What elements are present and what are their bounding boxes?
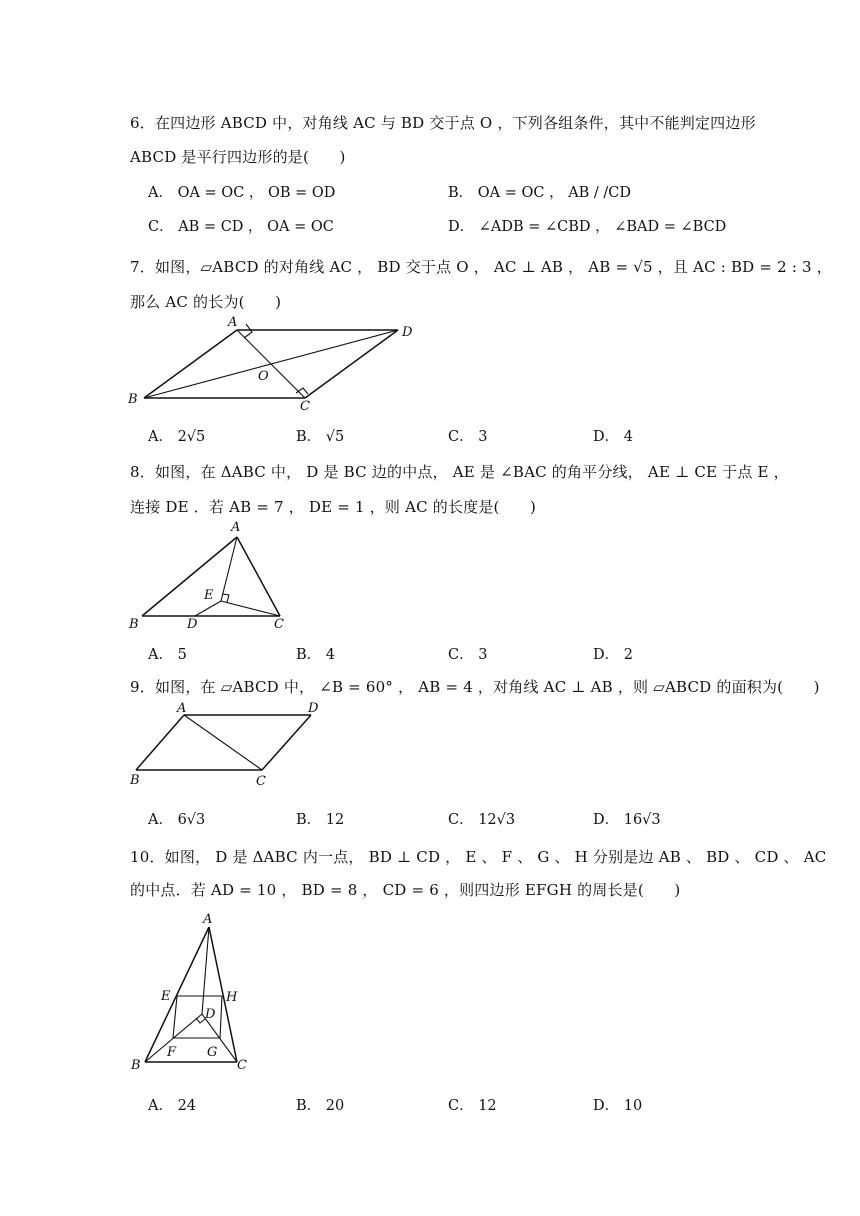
q7-option-b: B． √5: [296, 429, 345, 445]
q10-label-e: E: [161, 989, 171, 1004]
q8-figure-triangle: [125, 515, 295, 635]
q9-option-b: B． 12: [296, 812, 345, 828]
q6-stem-line2: ABCD 是平行四边形的是( ): [130, 148, 346, 166]
q8-stem-line1: 8．如图，在 ΔABC 中， D 是 BC 边的中点， AE 是 ∠BAC 的角平分线， AE ⊥ CE 于点 E ，: [130, 463, 789, 481]
q10-label-a: A: [203, 912, 213, 927]
q7-label-d: D: [402, 325, 413, 340]
q9-figure-parallelogram: [125, 697, 335, 792]
q8-label-a: A: [231, 520, 241, 535]
q9-label-b: B: [130, 773, 140, 788]
q7-label-a: A: [228, 315, 238, 330]
q7-label-c: C: [300, 399, 310, 414]
q9-stem-line1: 9．如图，在 ▱ABCD 中， ∠B = 60° ， AB = 4 ，对角线 AC ⊥ AB ，则 ▱ABCD 的面积为( ): [130, 678, 820, 696]
q8-label-c: C: [274, 617, 284, 632]
q10-figure-quadrilateral: [125, 905, 265, 1080]
q7-figure-lines: [144, 324, 398, 398]
q8-label-d: D: [187, 617, 198, 632]
q9-option-d: D． 16√3: [593, 812, 661, 828]
q9-label-c: C: [256, 774, 266, 789]
q10-label-b: B: [131, 1058, 141, 1073]
q8-option-b: B． 4: [296, 647, 335, 663]
q10-label-d: D: [205, 1007, 216, 1022]
q10-option-b: B． 20: [296, 1098, 345, 1114]
q9-label-a: A: [177, 701, 187, 716]
q10-figure-lines: [145, 927, 237, 1062]
q8-label-e: E: [204, 588, 214, 603]
q9-label-d: D: [308, 701, 319, 716]
q10-label-h: H: [226, 990, 238, 1005]
q6-option-d: D． ∠ADB = ∠CBD ， ∠BAD = ∠BCD: [448, 219, 727, 235]
q10-label-c: C: [237, 1058, 247, 1073]
q8-figure-lines: [142, 537, 280, 616]
q7-option-c: C． 3: [448, 429, 488, 445]
q10-stem-line1: 10．如图， D 是 ΔABC 内一点， BD ⊥ CD ， E 、 F 、 G 、 H 分别是边 AB 、 BD 、 CD 、 AC: [130, 848, 827, 866]
q8-option-d: D． 2: [593, 647, 633, 663]
q10-option-c: C． 12: [448, 1098, 497, 1114]
q9-option-a: A． 6√3: [148, 812, 206, 828]
q8-stem-line2: 连接 DE ．若 AB = 7 ， DE = 1 ，则 AC 的长度是( ): [130, 498, 537, 516]
q7-figure-parallelogram: [120, 310, 430, 414]
q7-stem-line2: 那么 AC 的长为( ): [130, 293, 282, 311]
q6-stem-line1: 6．在四边形 ABCD 中，对角线 AC 与 BD 交于点 O ，下列各组条件，其中不能判定四边形: [130, 114, 756, 132]
q7-stem-line1: 7．如图，▱ABCD 的对角线 AC ， BD 交于点 O ， AC ⊥ AB ， AB = √5 ，且 AC : BD = 2 : 3 ，: [130, 258, 832, 276]
q7-option-d: D． 4: [593, 429, 633, 445]
q9-figure-lines: [136, 715, 311, 770]
q6-option-c: C． AB = CD ， OA = OC: [148, 219, 334, 235]
q6-option-a: A． OA = OC ， OB = OD: [148, 185, 336, 201]
q10-label-f: F: [167, 1045, 177, 1060]
q7-option-a: A． 2√5: [148, 429, 206, 445]
q7-label-b: B: [128, 392, 138, 407]
q10-option-d: D． 10: [593, 1098, 643, 1114]
q10-stem-line2: 的中点．若 AD = 10 ， BD = 8 ， CD = 6 ，则四边形 EFGH 的周长是( ): [130, 881, 681, 899]
q9-option-c: C． 12√3: [448, 812, 516, 828]
q7-label-o: O: [258, 369, 269, 384]
q8-option-c: C． 3: [448, 647, 488, 663]
q10-label-g: G: [207, 1045, 218, 1060]
q8-option-a: A． 5: [148, 647, 187, 663]
q6-option-b: B． OA = OC ， AB / /CD: [448, 185, 632, 201]
q8-label-b: B: [129, 617, 139, 632]
q10-option-a: A． 24: [148, 1098, 197, 1114]
